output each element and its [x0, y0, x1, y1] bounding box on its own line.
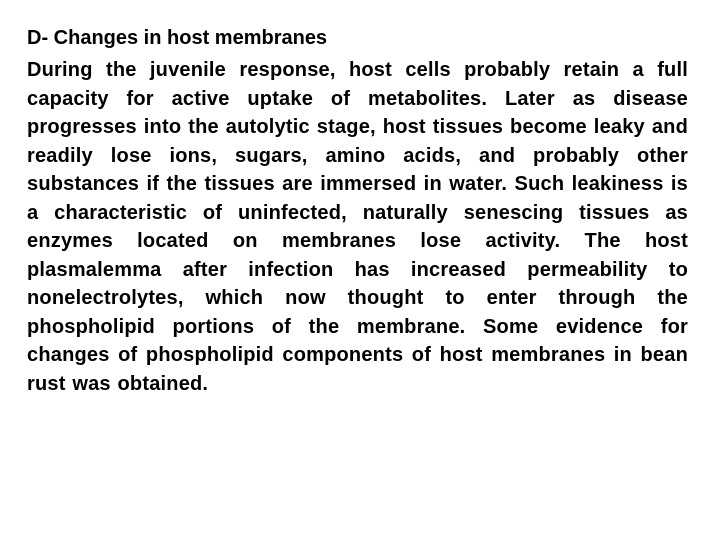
section-heading: D- Changes in host membranes [27, 27, 328, 49]
body-paragraph: During the juvenile response, host cells probably retain a full capacity for active uptake of metabolites. Later as disease progresses into the autolytic stage, host tissues become leaky and readily lose ions, sugars, amino acids, and probably other substances if the tissues are immersed in water. Such leakiness is a characteristic of uninfected, naturally senescing tissues as enzymes located on membranes lose activity. The host plasmalemma after infection has increased permeability to nonelectrolytes, which now thought to enter through the phospholipid portions of the membrane. Some evidence for changes of phospholipid components of host membranes in bean rust was obtained. [27, 59, 688, 395]
